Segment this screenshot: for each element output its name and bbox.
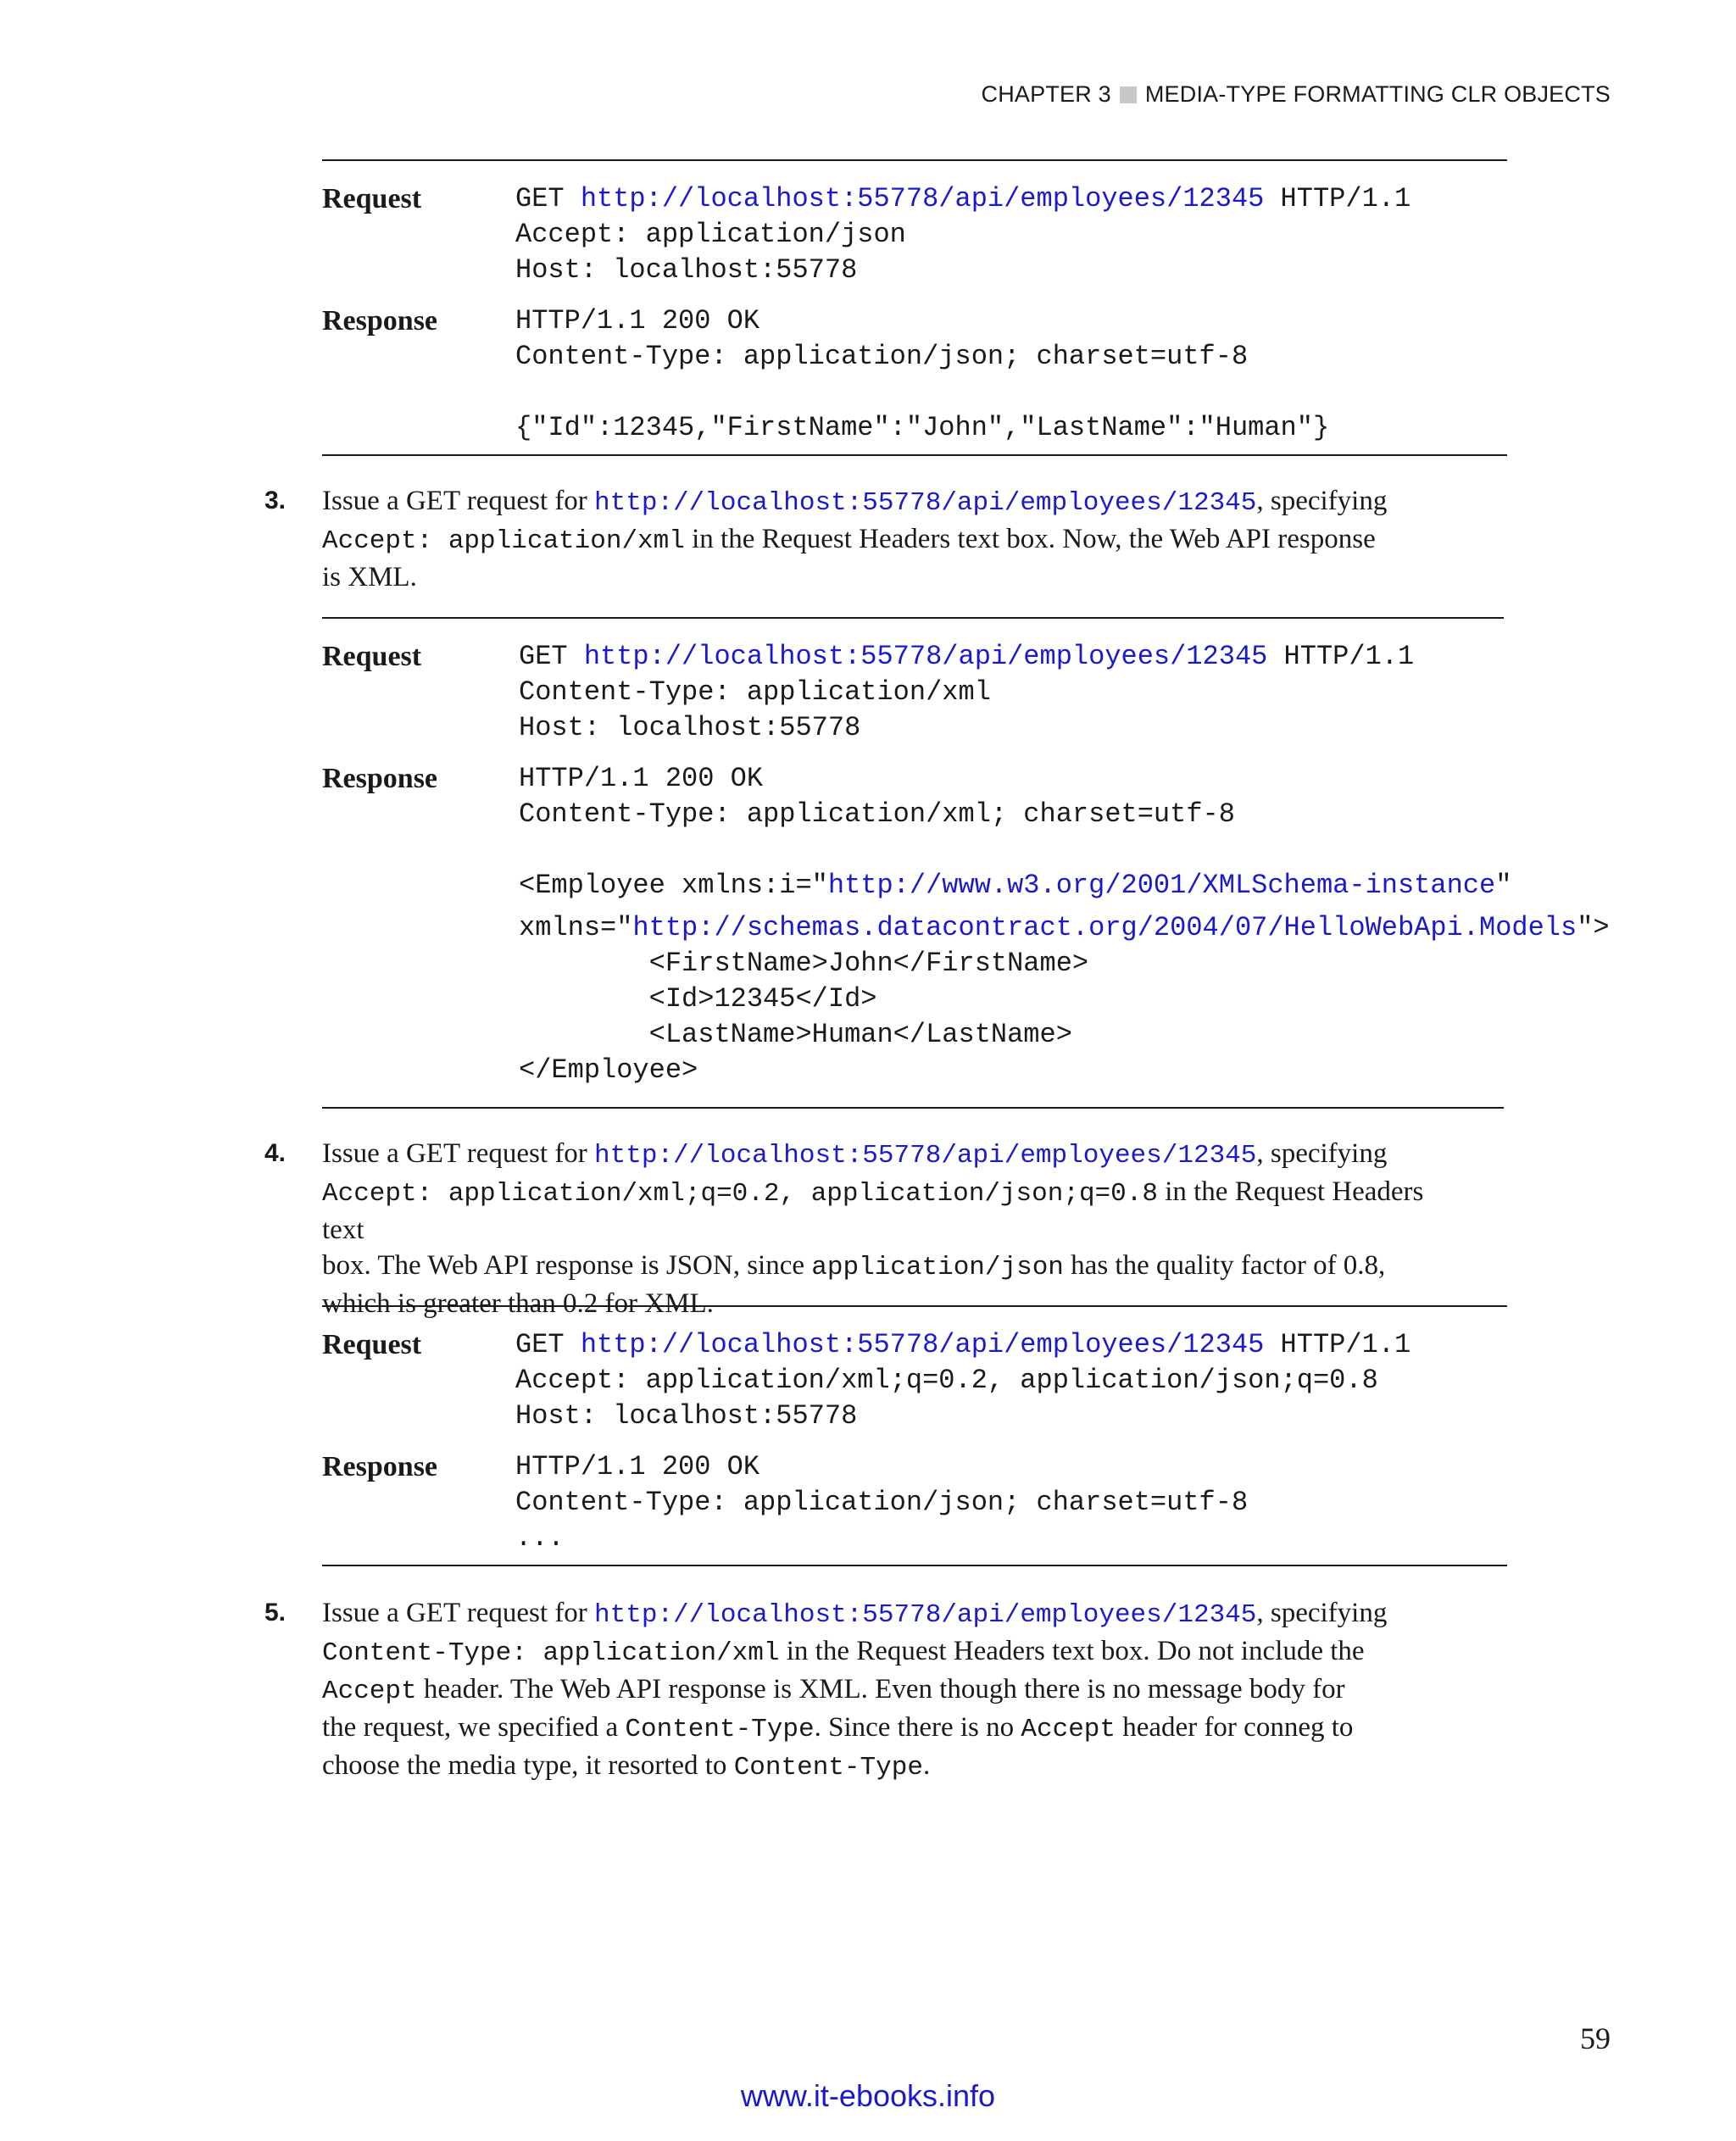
step-text [322, 1136, 1458, 1321]
page-number: 59 [1580, 2021, 1611, 2055]
xml-text: xmlns=" [519, 912, 633, 943]
http-exchange-quality [322, 1305, 1507, 1566]
request-accept-line: Accept: application/json [515, 219, 906, 250]
request-host-line: Host: localhost:55778 [515, 1400, 858, 1432]
xml-lastname-line: <LastName>Human</LastName> [519, 1019, 1072, 1050]
response-code [519, 761, 1610, 1088]
text-run: header for conneg to [1116, 1712, 1354, 1743]
step-text [322, 1595, 1458, 1786]
text-run: choose the media type, it resorted to [322, 1750, 734, 1781]
step-text [322, 483, 1458, 595]
text-run: header. The Web API response is XML. Even though there is no message body for [416, 1674, 1345, 1704]
request-url-link[interactable]: http://localhost:55778/api/employees/12345 [583, 641, 1268, 672]
text-run: in the Request Headers text box. Do not include the [779, 1636, 1365, 1666]
text-run: in the Request Headers text box. Now, the Web API response [684, 524, 1376, 554]
request-content-type-line: Content-Type: application/xml [519, 676, 991, 708]
response-label: Response [322, 305, 438, 336]
text-run: , specifying [1256, 486, 1388, 516]
request-code [519, 639, 1414, 746]
text-run: which is greater than 0.2 for XML. [322, 1288, 714, 1319]
request-code [515, 181, 1410, 288]
response-content-type-line: Content-Type: application/json; charset=utf-8 [515, 1487, 1249, 1518]
request-label: Request [322, 183, 422, 214]
xml-text: " [1495, 870, 1512, 901]
response-body: {"Id":12345,"FirstName":"John","LastName":"Human"} [515, 412, 1330, 443]
response-content-type-line: Content-Type: application/json; charset=utf-8 [515, 341, 1249, 372]
xml-employee-open [519, 870, 1511, 901]
response-label: Response [322, 1451, 438, 1482]
employee-url-link[interactable]: http://localhost:55778/api/employees/12345 [594, 488, 1257, 518]
http-exchange-json [322, 159, 1507, 456]
text-run: Issue a GET request for [322, 486, 595, 516]
text-run: . [922, 1750, 931, 1781]
request-accept-line: Accept: application/xml;q=0.2, application/json;q=0.8 [515, 1365, 1378, 1396]
step-number: 5. [264, 1599, 287, 1627]
running-head [982, 81, 1611, 108]
employee-url-link[interactable]: http://localhost:55778/api/employees/12345 [594, 1141, 1257, 1171]
inline-code: Accept: application/xml;q=0.2, application/json;q=0.8 [322, 1179, 1158, 1209]
response-status-line: HTTP/1.1 200 OK [515, 1451, 760, 1482]
employee-url-link[interactable]: http://localhost:55778/api/employees/12345 [594, 1600, 1257, 1630]
response-status-line: HTTP/1.1 200 OK [519, 763, 764, 794]
response-ellipsis: ... [515, 1522, 565, 1554]
xml-employee-close: </Employee> [519, 1054, 698, 1086]
request-protocol: HTTP/1.1 [1283, 641, 1415, 672]
text-run: is XML. [322, 562, 417, 592]
step-number: 3. [264, 487, 287, 514]
inline-code: Accept [322, 1677, 417, 1706]
request-code [515, 1327, 1410, 1434]
inline-code: Content-Type [625, 1715, 815, 1744]
xml-text: "> [1577, 912, 1610, 943]
request-label: Request [322, 641, 422, 672]
chapter-title: MEDIA-TYPE FORMATTING CLR OBJECTS [1144, 81, 1611, 107]
response-code [515, 1449, 1248, 1556]
request-method: GET [519, 641, 568, 672]
request-host-line: Host: localhost:55778 [515, 254, 858, 286]
xml-schema-link[interactable]: http://www.w3.org/2001/XMLSchema-instance [827, 870, 1496, 901]
text-run: Issue a GET request for [322, 1138, 595, 1169]
chapter-label: CHAPTER 3 [981, 81, 1111, 107]
request-protocol: HTTP/1.1 [1280, 183, 1411, 214]
inline-code: Accept [1021, 1715, 1116, 1744]
request-method: GET [515, 183, 565, 214]
xml-id-line: <Id>12345</Id> [519, 983, 877, 1015]
text-run: Issue a GET request for [322, 1598, 595, 1628]
text-run: in the Request Headers text [322, 1176, 1424, 1245]
response-label: Response [322, 763, 438, 794]
footer-link[interactable]: www.it-ebooks.info [740, 2078, 996, 2113]
request-method: GET [515, 1329, 565, 1360]
text-run: , specifying [1256, 1138, 1388, 1169]
text-run: has the quality factor of 0.8, [1063, 1250, 1386, 1281]
xml-namespace-link[interactable]: http://schemas.datacontract.org/2004/07/HelloWebApi.Models [632, 912, 1577, 943]
square-separator-icon [1120, 86, 1137, 103]
text-run: . Since there is no [814, 1712, 1021, 1743]
request-url-link[interactable]: http://localhost:55778/api/employees/12345 [580, 1329, 1265, 1360]
step-number: 4. [264, 1139, 287, 1167]
response-code [515, 303, 1329, 446]
inline-code: Accept: application/xml [322, 526, 685, 556]
request-host-line: Host: localhost:55778 [519, 712, 861, 743]
response-content-type-line: Content-Type: application/xml; charset=utf-8 [519, 798, 1235, 830]
inline-code: application/json [811, 1253, 1064, 1282]
text-run: box. The Web API response is JSON, since [322, 1250, 812, 1281]
request-protocol: HTTP/1.1 [1280, 1329, 1411, 1360]
request-url-link[interactable]: http://localhost:55778/api/employees/12345 [580, 183, 1265, 214]
inline-code: Content-Type [733, 1753, 923, 1782]
response-status-line: HTTP/1.1 200 OK [515, 305, 760, 336]
text-run: , specifying [1256, 1598, 1388, 1628]
text-run: the request, we specified a [322, 1712, 626, 1743]
http-exchange-xml [322, 617, 1610, 1109]
xml-namespace-line [519, 912, 1610, 943]
xml-firstname-line: <FirstName>John</FirstName> [519, 948, 1089, 979]
xml-text: <Employee xmlns:i=" [519, 870, 828, 901]
request-label: Request [322, 1329, 422, 1360]
inline-code: Content-Type: application/xml [322, 1638, 780, 1668]
